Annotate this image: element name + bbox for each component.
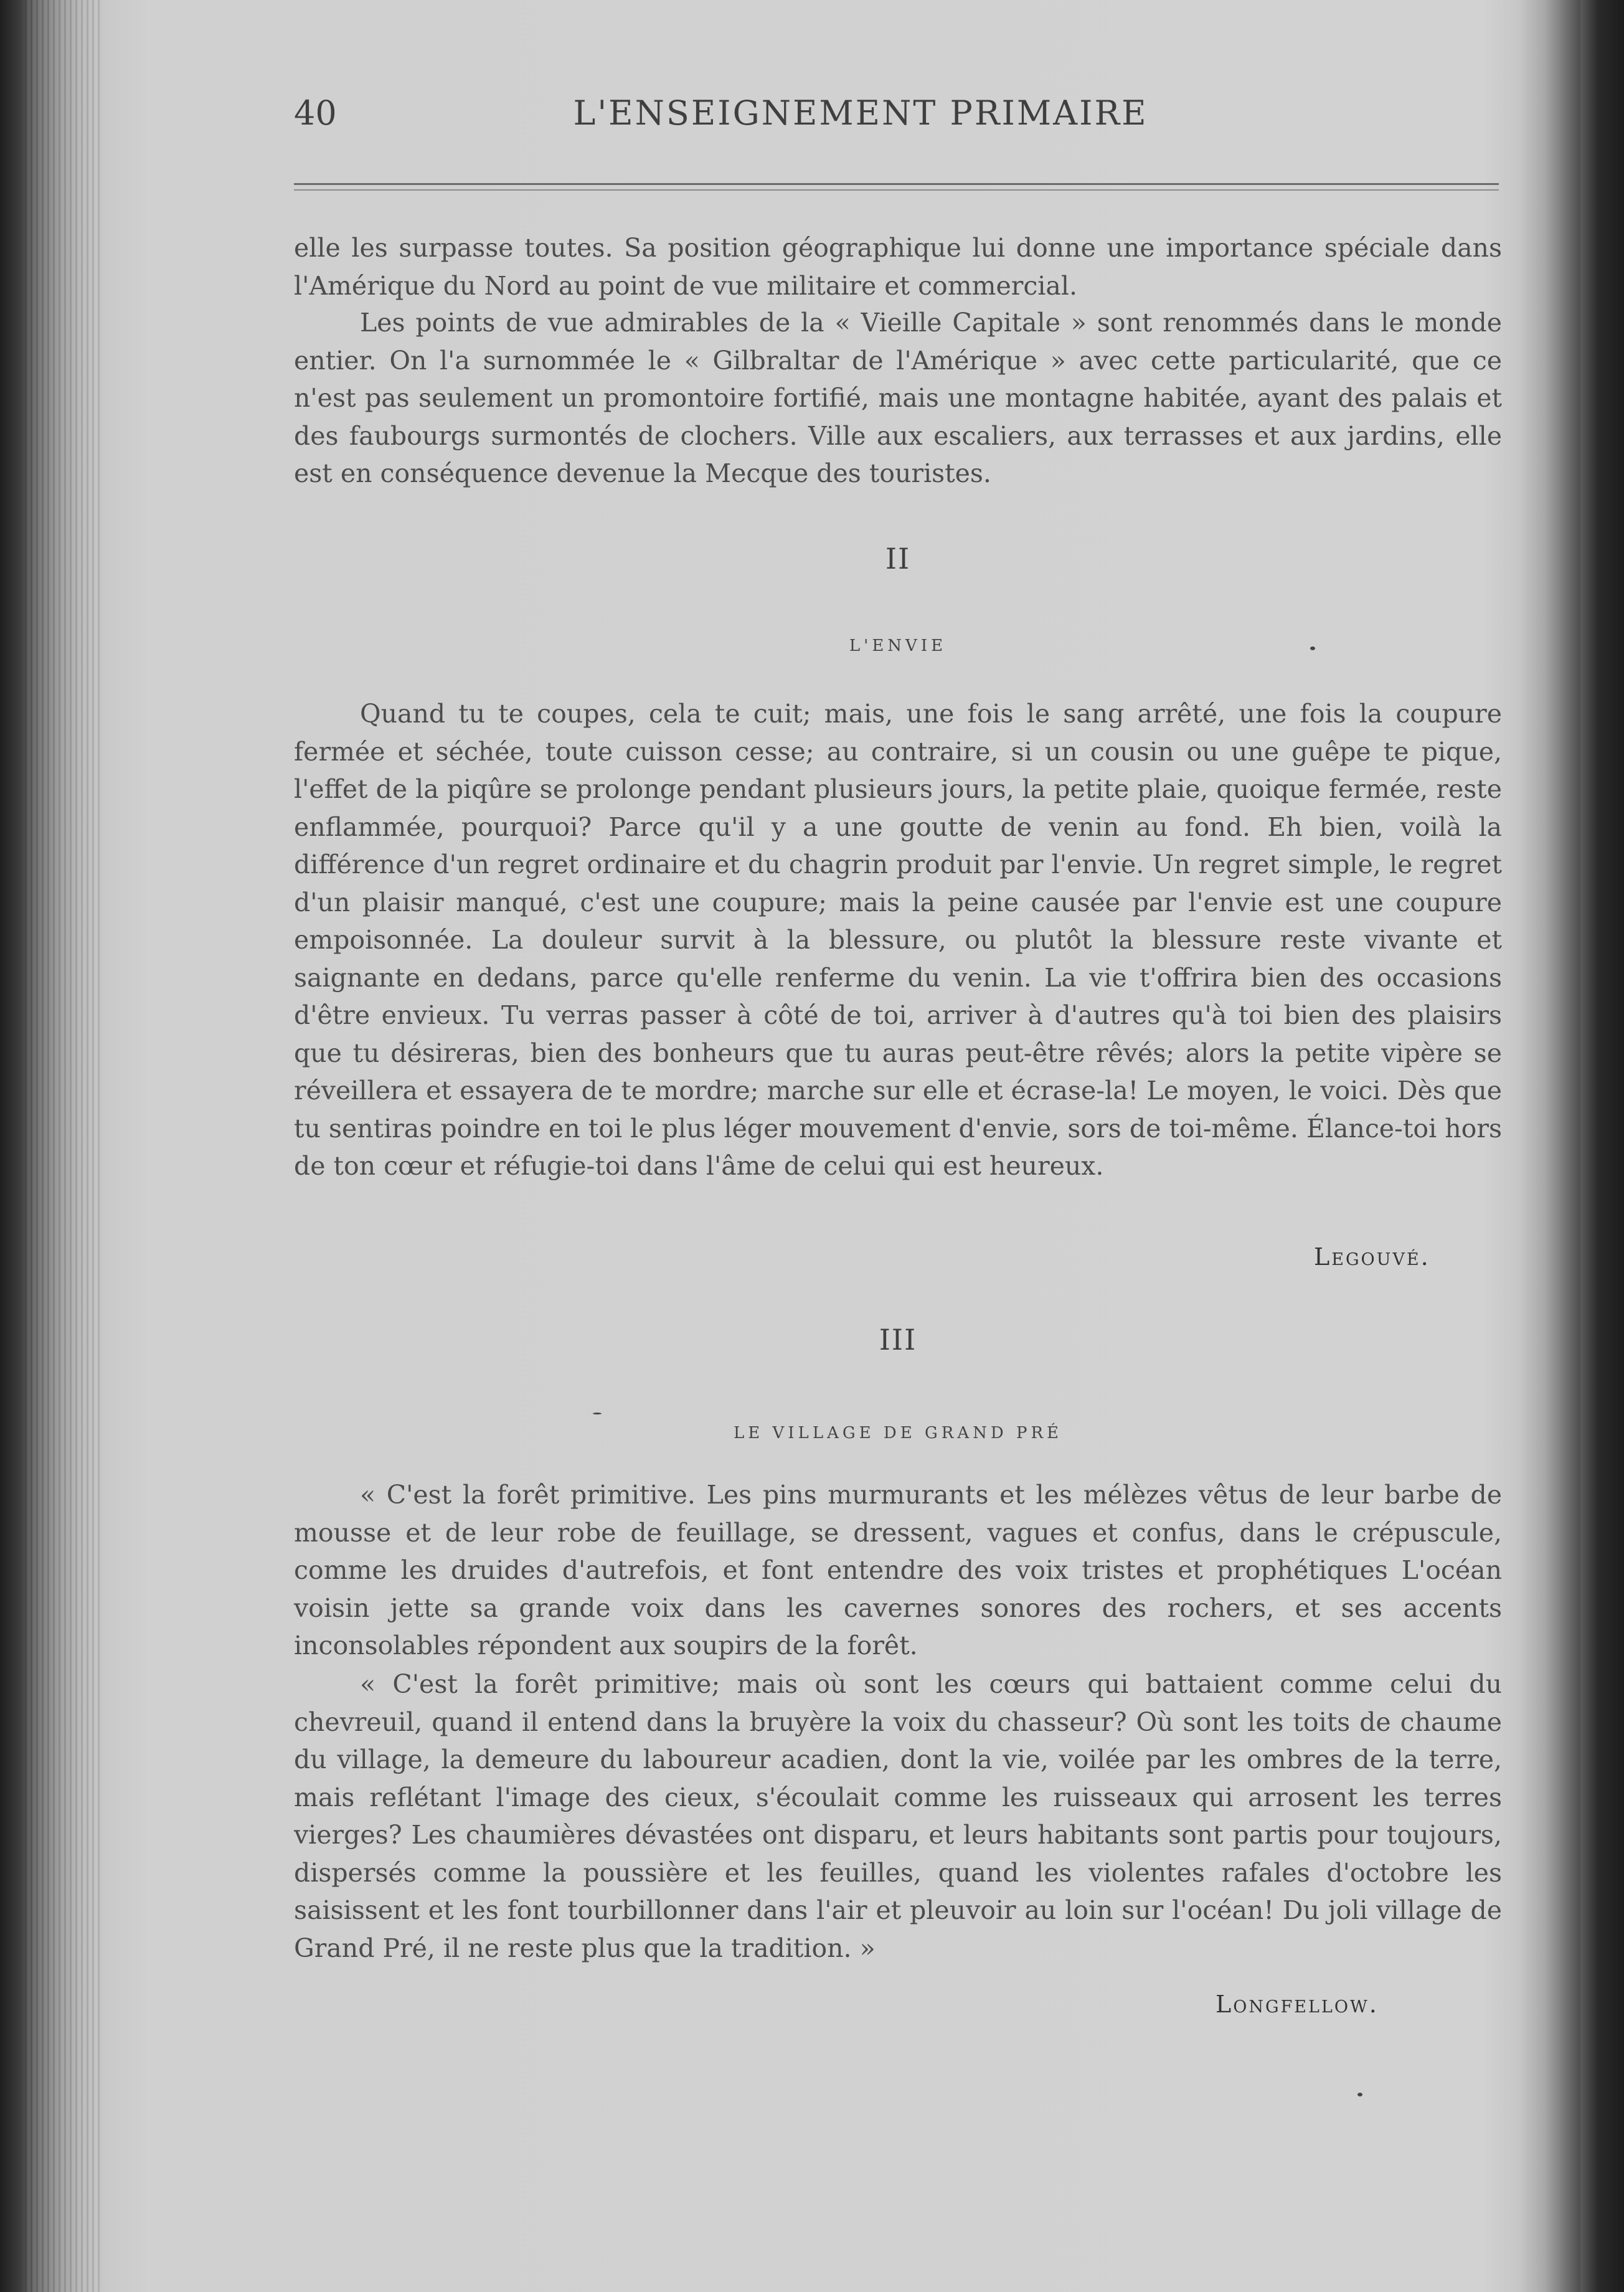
scan-right-border [1580,0,1624,2292]
page-number: 40 [294,93,337,133]
section-3-paragraph-1: « C'est la forêt primitive. Les pins murmurants et les mélèzes vêtus de leur barbe de mousse et de leur robe de feuillage, se dressent, vagues et confus, dans le crépuscule, comme les druides d'autrefois, et font entendre des voix tristes et prophétiques L'océan voisin jette sa grande voix dans les cavernes sonores des rochers, et ses accents inconsolables répondent aux soupirs de la forêt. [294,1480,1502,1660]
section-2-numeral: II [885,542,911,575]
section-2-text: Quand tu te coupes, cela te cuit; mais, une fois le sang arrêté, une fois la coupure fermée et séchée, toute cuisson cesse; au contraire, si un cousin ou une guêpe te pique, l'effet de la piqûre se prolonge pendant plusieurs jours, la petite plaie, quoique fermée, reste enflammée, pourquoi? Parce qu'il y a une goutte de venin au fond. Eh bien, voilà la différence d'un regret ordinaire et du chagrin produit par l'envie. Un regret simple, le regret d'un plaisir manqué, c'est une coupure; mais la peine causée par l'envie est une coupure empoisonnée. La douleur survit à la blessure, ou plutôt la blessure reste vivante et saignante en dedans, parce qu'elle renferme du venin. La vie t'offrira bien des occasions d'être envieux. Tu verras passer à côté de toi, arriver à d'autres qu'à toi bien des plaisirs que tu désireras, bien des bonheurs que tu auras peut-être rêvés; alors la petite vipère se réveillera et essayera de te mordre; marche sur elle et écrase-la! Le moyen, le voici. Dès que tu sentiras poindre en toi le plus léger mouvement d'envie, sors de toi-même. Élance-toi hors de ton cœur et réfugie-toi dans l'âme de celui qui est heureux. [294,699,1502,1181]
section-3-numeral: III [879,1323,917,1357]
section-2-author: Legouvé. [1314,1243,1430,1271]
page-header [294,93,1502,143]
intro-paragraph-2: Les points de vue admirables de la « Vieille Capitale » sont renommés dans le monde entier. On l'a surnommée le « Gilbraltar de l'Amérique » avec cette particularité, que ce n'est pas seulement un promontoire fortifié, mais une montagne habitée, ayant des palais et des faubourgs surmontés de clochers. Ville aux escaliers, aux terrasses et aux jardins, elle est en conséquence devenue la Mecque des touristes. [294,308,1502,488]
header-rule-bottom [294,189,1499,191]
scan-speck [1357,2093,1362,2096]
intro-paragraph-1: elle les surpasse toutes. Sa position géographique lui donne une importance spéciale dans l'Amérique du Nord au point de vue militaire et commercial. [294,233,1502,301]
section-3-paragraph-2: « C'est la forêt primitive; mais où sont les cœurs qui battaient comme celui du chevreuil, quand il entend dans la bruyère la voix du chasseur? Où sont les toits de chaume du village, la demeure du laboureur acadien, dont la vie, voilée par les ombres de la terre, mais reflétant l'image des cieux, s'écoulait comme les ruisseaux qui arrosent les terres vierges? Les chaumières dévastées ont disparu, et leurs habitants sont partis pour toujours, dispersés comme la poussière et les feuilles, quand les violentes rafales d'octobre les saisissent et les font tourbillonner dans l'air et pleuvoir au loin sur l'océan! Du joli village de Grand Pré, il ne reste plus que la tradition. » [294,1669,1502,1963]
page-edge-stack [25,0,100,2292]
header-rule-top [294,183,1499,185]
section-2-title: L'ENVIE [849,637,947,655]
running-title: L'ENSEIGNEMENT PRIMAIRE [573,93,1148,133]
section-3-title: LE VILLAGE DE GRAND PRÉ [734,1424,1062,1442]
scan-speck [593,1413,602,1414]
section-3-author: Longfellow. [1216,1991,1379,2018]
scan-speck [1310,646,1315,650]
